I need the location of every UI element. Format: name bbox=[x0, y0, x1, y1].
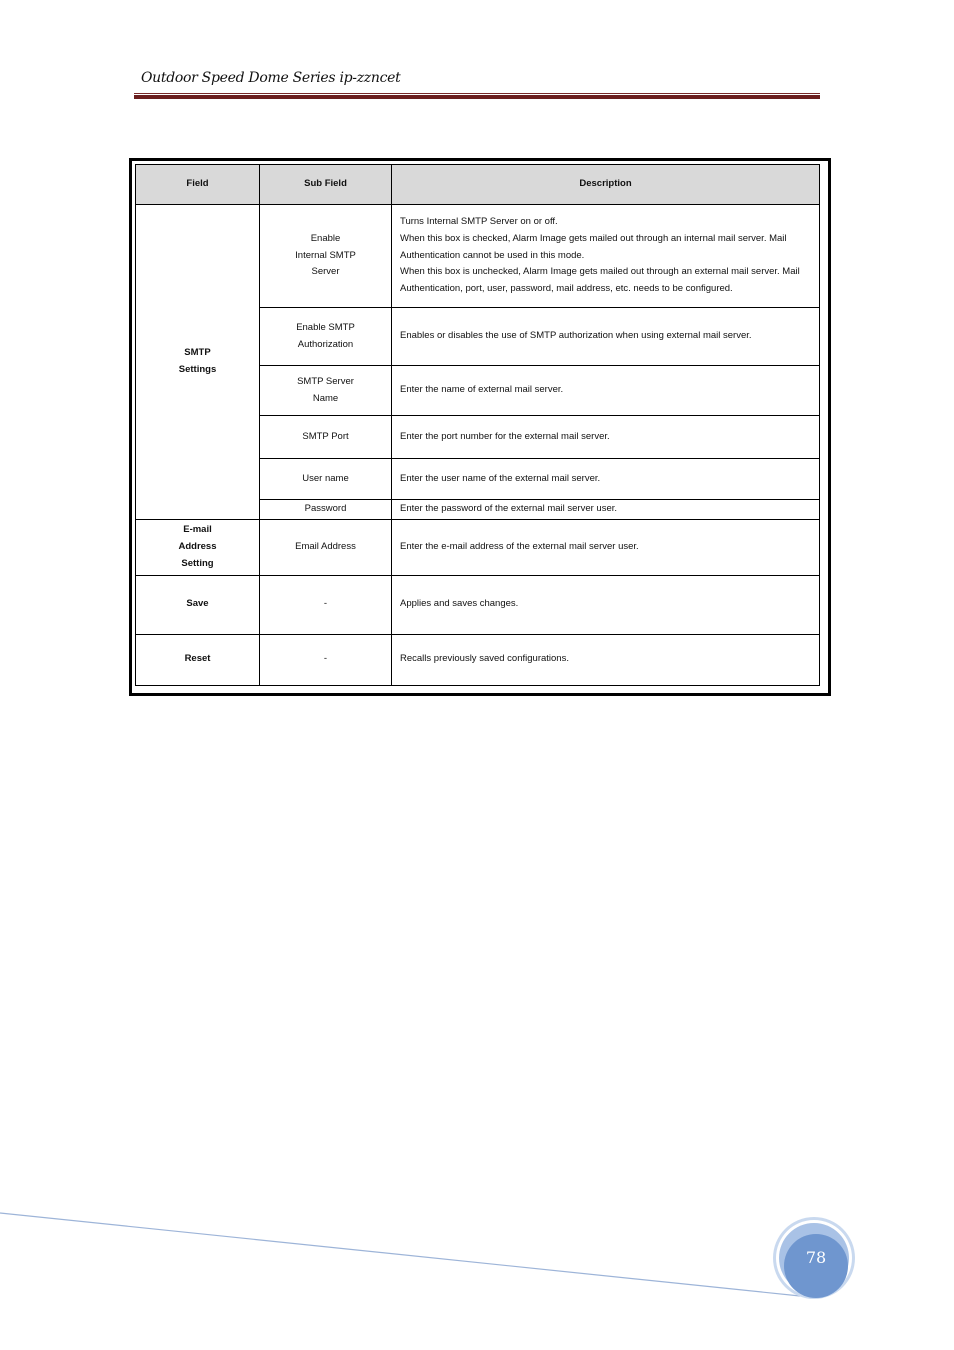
header-title: Outdoor Speed Dome Series ip-zzncet bbox=[141, 70, 401, 86]
description-smtp-port: Enter the port number for the external mail server. bbox=[392, 416, 820, 459]
table-row bbox=[136, 634, 820, 685]
table-header-row bbox=[136, 165, 820, 205]
description-save: Applies and saves changes. bbox=[392, 575, 820, 634]
description-enable-smtp-authorization: Enables or disables the use of SMTP authorization when using external mail server. bbox=[392, 308, 820, 366]
field-reset: Reset bbox=[136, 634, 260, 685]
sub-field-reset: - bbox=[260, 634, 392, 685]
description-password: Enter the password of the external mail server user. bbox=[392, 500, 820, 520]
header-rule bbox=[134, 93, 820, 94]
header-rule-thick bbox=[134, 95, 820, 99]
description-user-name: Enter the user name of the external mail server. bbox=[392, 459, 820, 500]
sub-field-enable-internal-smtp: Enable Internal SMTP Server bbox=[260, 205, 392, 308]
sub-field-smtp-server-name: SMTP Server Name bbox=[260, 366, 392, 416]
sub-field-user-name: User name bbox=[260, 459, 392, 500]
table-row bbox=[136, 205, 820, 308]
field-smtp-settings: SMTP Settings bbox=[136, 205, 260, 520]
description-reset: Recalls previously saved configurations. bbox=[392, 634, 820, 685]
spec-table bbox=[135, 164, 820, 686]
sub-field-password: Password bbox=[260, 500, 392, 520]
page-number: 78 bbox=[805, 1248, 827, 1267]
column-header-sub-field: Sub Field bbox=[260, 165, 392, 205]
description-enable-internal-smtp: Turns Internal SMTP Server on or off. When this box is checked, Alarm Image gets mailed out through an internal mail server. Mail Authentication cannot be used in this mode. When this box is unchecked, Alarm Image gets mailed out through an external mail server. Mail Authentication, port, user, password, mail address, etc. needs to be configured. bbox=[392, 205, 820, 308]
description-email-address: Enter the e-mail address of the external mail server user. bbox=[392, 519, 820, 575]
sub-field-enable-smtp-authorization: Enable SMTP Authorization bbox=[260, 308, 392, 366]
sub-field-save: - bbox=[260, 575, 392, 634]
sub-field-email-address: Email Address bbox=[260, 519, 392, 575]
column-header-field: Field bbox=[136, 165, 260, 205]
sub-field-smtp-port: SMTP Port bbox=[260, 416, 392, 459]
field-email-address-setting: E-mail Address Setting bbox=[136, 519, 260, 575]
field-save: Save bbox=[136, 575, 260, 634]
table-row bbox=[136, 519, 820, 575]
table-row bbox=[136, 575, 820, 634]
column-header-description: Description bbox=[392, 165, 820, 205]
spec-table-frame bbox=[129, 158, 831, 696]
description-smtp-server-name: Enter the name of external mail server. bbox=[392, 366, 820, 416]
